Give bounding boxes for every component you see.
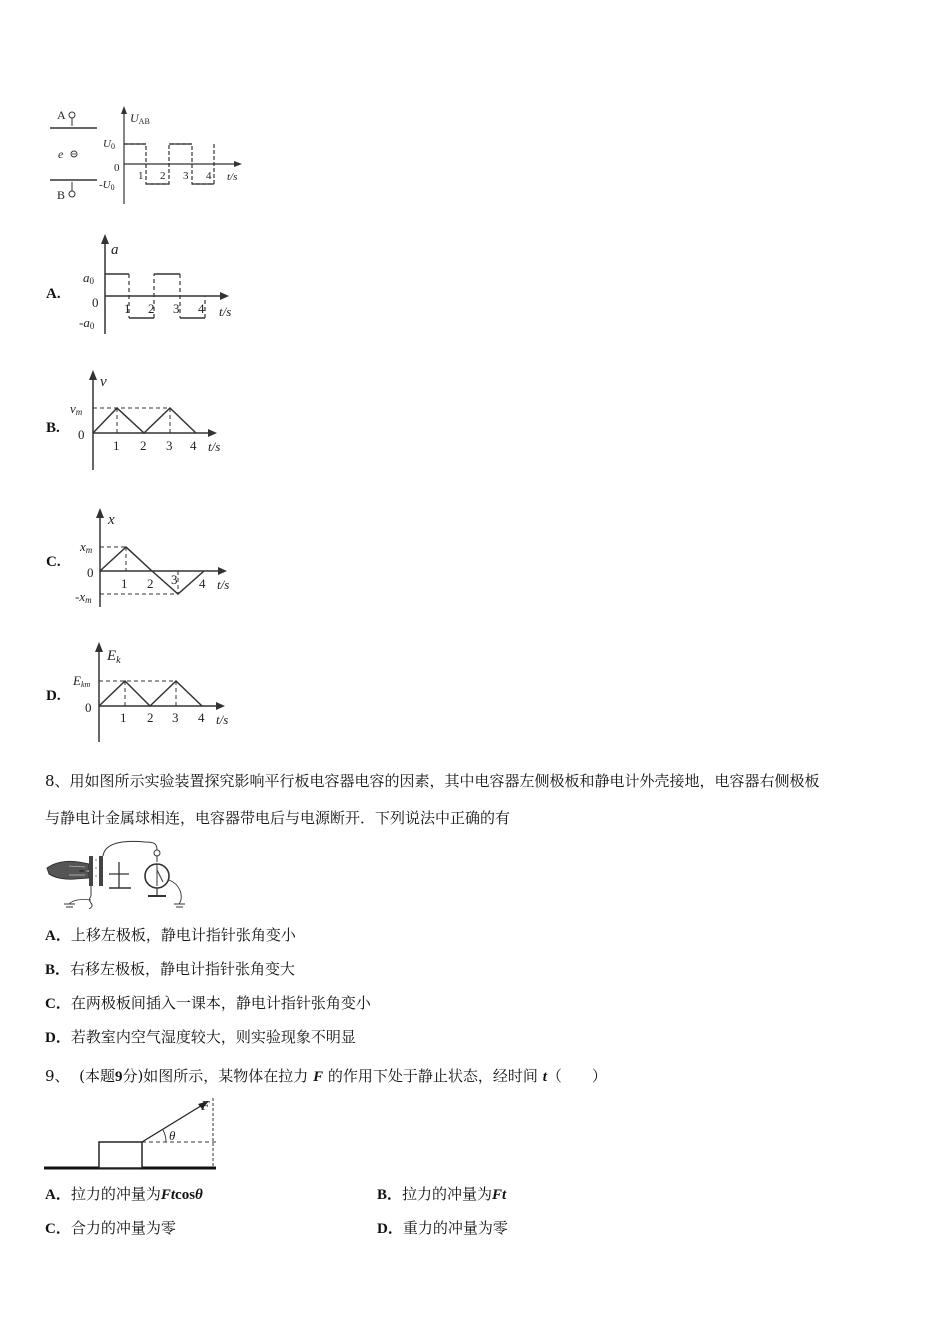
option-a-graph[interactable] bbox=[75, 232, 245, 337]
q9-choice-d[interactable]: D．重力的冲量为零 bbox=[377, 1219, 508, 1237]
d-tick-4: 4 bbox=[198, 710, 205, 725]
q9-block-figure bbox=[44, 1094, 222, 1174]
a-tick-1: 1 bbox=[124, 301, 131, 316]
option-b-letter[interactable]: B. bbox=[46, 420, 60, 436]
capacitor-plates bbox=[99, 856, 103, 886]
c-top-label: xm bbox=[80, 539, 93, 555]
d-tick-2: 2 bbox=[147, 710, 154, 725]
option-d-letter[interactable]: D. bbox=[46, 688, 61, 704]
d-tick-3: 3 bbox=[172, 710, 179, 725]
q9-choice-c[interactable]: C．合力的冲量为零 bbox=[45, 1219, 176, 1237]
a-bottom-label: -a0 bbox=[79, 315, 95, 331]
ut-origin-label: 0 bbox=[114, 162, 120, 174]
a-tick-3: 3 bbox=[173, 301, 180, 316]
a-y-axis-label: a bbox=[111, 242, 119, 258]
b-triangle-wave bbox=[93, 408, 196, 433]
b-origin-label: 0 bbox=[78, 427, 85, 442]
electrometer-icon bbox=[145, 850, 169, 896]
d-triangle-wave bbox=[99, 681, 202, 706]
b-x-axis-label: t/s bbox=[208, 439, 221, 454]
option-c-letter[interactable]: C. bbox=[46, 554, 61, 570]
c-x-axis-label: t/s bbox=[217, 577, 230, 592]
q9-choice-a[interactable]: A．拉力的冲量为Ftcosθ bbox=[45, 1185, 203, 1203]
d-y-axis-label: $E_k$ bbox=[107, 648, 121, 666]
b-tick-2: 2 bbox=[140, 438, 147, 453]
a-tick-4: 4 bbox=[198, 301, 205, 316]
a-x-axis-label: t/s bbox=[219, 304, 232, 319]
b-tick-3: 3 bbox=[166, 438, 173, 453]
option-c-graph[interactable] bbox=[74, 504, 244, 609]
d-origin-label: 0 bbox=[85, 700, 92, 715]
c-tick-1: 1 bbox=[121, 576, 128, 591]
c-tick-3: 3 bbox=[171, 572, 178, 587]
ut-x-axis-label: t/s bbox=[227, 171, 238, 183]
electron-label: e bbox=[58, 147, 64, 161]
angle-theta-label: θ bbox=[169, 1128, 176, 1143]
q8-choice-d[interactable]: D．若教室内空气湿度较大，则实验现象不明显 bbox=[45, 1028, 356, 1046]
c-tick-2: 2 bbox=[147, 576, 154, 591]
option-a-letter[interactable]: A. bbox=[46, 286, 61, 302]
d-top-label: Ekm bbox=[73, 673, 91, 689]
b-tick-1: 1 bbox=[113, 438, 120, 453]
plate-a-label: A bbox=[57, 108, 66, 122]
q8-stem-line2: 与静电计金属球相连，电容器带电后与电源断开．下列说法中正确的有 bbox=[45, 809, 511, 827]
q8-choice-b[interactable]: B．右移左极板，静电计指针张角变大 bbox=[45, 960, 296, 978]
ut-y-axis-label: UAB bbox=[130, 111, 150, 126]
block bbox=[99, 1142, 142, 1168]
ut-tick-1: 1 bbox=[138, 170, 144, 182]
d-x-axis-label: t/s bbox=[216, 712, 229, 727]
q8-stem-line1: 8、用如图所示实验装置探究影响平行板电容器电容的因素，其中电容器左侧极板和静电计外壳接地，电容器右侧极板 bbox=[45, 772, 820, 790]
ut-tick-3: 3 bbox=[183, 170, 189, 182]
option-b-graph[interactable] bbox=[66, 366, 236, 474]
c-tick-4: 4 bbox=[199, 576, 206, 591]
a-tick-2: 2 bbox=[148, 301, 155, 316]
ut-tick-2: 2 bbox=[160, 170, 166, 182]
a-origin-label: 0 bbox=[92, 295, 99, 310]
q8-choice-a[interactable]: A．上移左极板，静电计指针张角变小 bbox=[45, 926, 296, 944]
b-top-label: vm bbox=[70, 401, 83, 417]
q8-electrometer-figure bbox=[45, 838, 200, 914]
d-tick-1: 1 bbox=[120, 710, 127, 725]
c-y-axis-label: x bbox=[108, 512, 115, 528]
q8-choice-c[interactable]: C．在两极板间插入一课本，静电计指针张角变小 bbox=[45, 994, 371, 1012]
a-top-label: a0 bbox=[83, 270, 94, 286]
option-d-graph[interactable] bbox=[72, 638, 242, 744]
c-bottom-label: -xm bbox=[75, 589, 92, 605]
q9-stem: 9、 (本题9分)如图所示，某物体在拉力 F 的作用下处于静止状态，经时间 t（ ） bbox=[45, 1067, 607, 1085]
b-tick-4: 4 bbox=[190, 438, 197, 453]
b-y-axis-label: v bbox=[100, 374, 107, 390]
force-f-label: F bbox=[201, 1099, 210, 1114]
ut-tick-4: 4 bbox=[206, 170, 212, 182]
ut-u0-label: U0 bbox=[103, 138, 115, 151]
ut-neg-u0-label: -U0 bbox=[99, 179, 115, 192]
q7-circuit-figure bbox=[45, 100, 255, 210]
c-origin-label: 0 bbox=[87, 565, 94, 580]
plate-b-label: B bbox=[57, 188, 66, 202]
q9-choice-b[interactable]: B．拉力的冲量为Ft bbox=[377, 1185, 507, 1203]
hand-icon bbox=[47, 861, 89, 879]
